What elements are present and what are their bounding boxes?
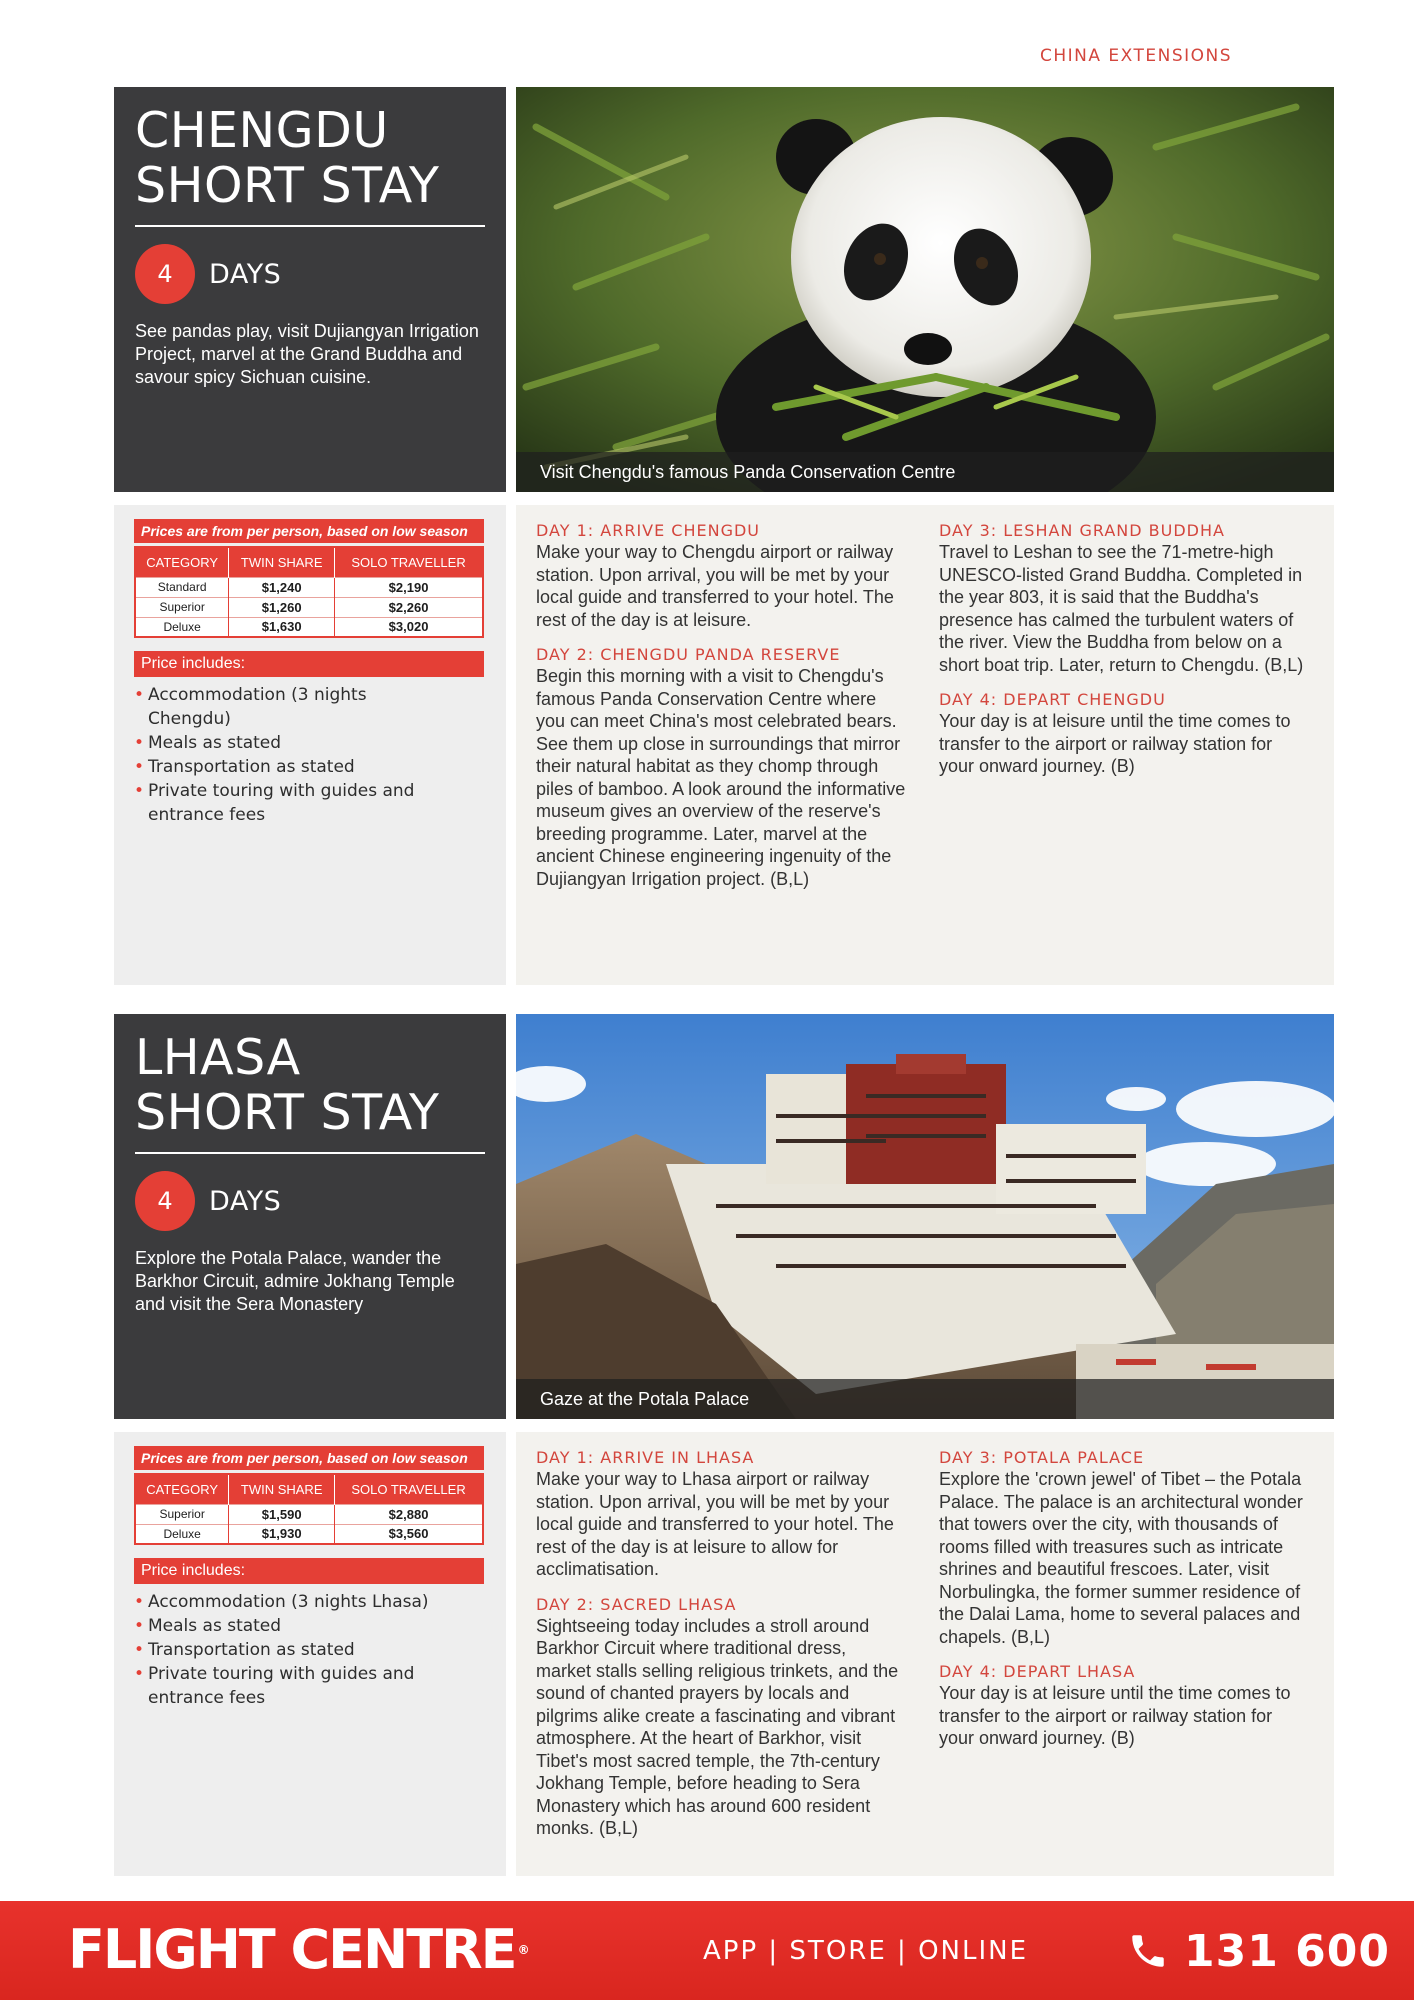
photo-caption: Gaze at the Potala Palace (516, 1379, 1334, 1419)
list-item: • Accommodation (3 nights Chengdu) (134, 683, 434, 731)
day-title: DAY 2: CHENGDU PANDA RESERVE (536, 645, 841, 664)
column-header: SOLO TRAVELLER (335, 1474, 483, 1504)
days-badge: 4 (135, 244, 195, 304)
category-cell: Superior (135, 1504, 229, 1524)
column-header: TWIN SHARE (229, 1474, 335, 1504)
tour-title: LHASA SHORT STAY (135, 1030, 485, 1154)
brand-name: FLIGHT CENTRE (68, 1918, 516, 1981)
includes-heading: Price includes: (134, 651, 484, 677)
day-title: DAY 1: ARRIVE IN LHASA (536, 1448, 755, 1467)
day-description: Make your way to Lhasa airport or railway station. Upon arrival, you will be met by your local guide and transferred to your hotel. The rest of the day is at leisure to allow for acclimatisation. (536, 1469, 894, 1579)
panda-illustration (516, 87, 1334, 492)
category-cell: Superior (135, 597, 229, 617)
day-entry (939, 690, 1309, 778)
column-header: SOLO TRAVELLER (335, 547, 483, 577)
booking-channels: APP | STORE | ONLINE (703, 1936, 1029, 1966)
day-entry (536, 521, 906, 631)
itinerary (516, 505, 1334, 985)
itinerary-column (939, 521, 1309, 985)
table-row (135, 577, 483, 597)
day-entry (536, 1448, 906, 1581)
tour-title-panel (114, 87, 506, 492)
tour-title-panel (114, 1014, 506, 1419)
list-item: • Meals as stated (134, 1614, 434, 1638)
column-header: TWIN SHARE (229, 547, 335, 577)
tour-chengdu (114, 87, 1334, 985)
day-title: DAY 4: DEPART LHASA (939, 1662, 1136, 1681)
days-label: DAYS (209, 258, 282, 290)
column-header: CATEGORY (135, 547, 229, 577)
solo-price: $2,260 (335, 597, 483, 617)
day-title: DAY 3: POTALA PALACE (939, 1448, 1145, 1467)
tour-summary: See pandas play, visit Dujiangyan Irrigation Project, marvel at the Grand Buddha and savour spicy Sichuan cuisine. (135, 321, 479, 387)
photo-caption: Visit Chengdu's famous Panda Conservation Centre (516, 452, 1334, 492)
itinerary-column (536, 521, 906, 985)
day-description: Sightseeing today includes a stroll around Barkhor Circuit where traditional dress, market stalls selling religious trinkets, and the sound of chanted prayers by locals and pilgrims alike create a fascinating and vibrant atmosphere. At the heart of Barkhor, visit Tibet's most sacred temple, the 7th-century Jokhang Temple, before heading to Sera Monastery which has around 600 resident monks. (B,L) (536, 1615, 899, 1838)
phone-icon (1127, 1930, 1169, 1972)
day-title: DAY 4: DEPART CHENGDU (939, 690, 1166, 709)
day-entry (536, 645, 906, 890)
includes-heading: Price includes: (134, 1558, 484, 1584)
table-row (135, 617, 483, 637)
price-note: Prices are from per person, based on low season (134, 1446, 484, 1470)
price-panel (114, 1432, 506, 1876)
section-label: CHINA EXTENSIONS (1040, 46, 1233, 66)
twin-share-price: $1,240 (229, 577, 335, 597)
day-entry (939, 521, 1309, 676)
itinerary-column (939, 1448, 1309, 1876)
includes-list (134, 683, 486, 827)
itinerary-column (536, 1448, 906, 1876)
phone-number[interactable]: 131 600 (1184, 1926, 1391, 1977)
solo-price: $3,560 (335, 1524, 483, 1544)
twin-share-price: $1,930 (229, 1524, 335, 1544)
days-label: DAYS (209, 1185, 282, 1217)
duration (135, 244, 486, 304)
day-title: DAY 1: ARRIVE CHENGDU (536, 521, 761, 540)
days-badge: 4 (135, 1171, 195, 1231)
palace-illustration (516, 1014, 1334, 1419)
category-cell: Deluxe (135, 1524, 229, 1544)
tour-title: CHENGDU SHORT STAY (135, 103, 485, 227)
twin-share-price: $1,630 (229, 617, 335, 637)
list-item: • Accommodation (3 nights Lhasa) (134, 1590, 434, 1614)
list-item: • Meals as stated (134, 731, 434, 755)
day-entry (939, 1662, 1309, 1750)
panda-photo (516, 87, 1334, 492)
solo-price: $2,190 (335, 577, 483, 597)
potala-palace-photo (516, 1014, 1334, 1419)
table-row (135, 1504, 483, 1524)
list-item: • Transportation as stated (134, 1638, 434, 1662)
tour-summary: Explore the Potala Palace, wander the Barkhor Circuit, admire Jokhang Temple and visit the Sera Monastery (135, 1248, 455, 1314)
twin-share-price: $1,260 (229, 597, 335, 617)
footer-banner (0, 1901, 1414, 2000)
includes-list (134, 1590, 486, 1710)
twin-share-price: $1,590 (229, 1504, 335, 1524)
day-description: Begin this morning with a visit to Chengdu's famous Panda Conservation Centre where you can meet China's most celebrated bears. See them up close in surroundings that mirror their natural habitat as they chomp through piles of bamboo. A look around the informative museum gives an overview of the reserve's breeding programme. Later, marvel at the ancient Chinese engineering ingenuity of the Dujiangyan Irrigation project. (B,L) (536, 666, 906, 889)
price-panel (114, 505, 506, 985)
price-note: Prices are from per person, based on low season (134, 519, 484, 543)
day-description: Your day is at leisure until the time comes to transfer to the airport or railway station for your onward journey. (B) (939, 1683, 1291, 1748)
column-header: CATEGORY (135, 1474, 229, 1504)
day-entry (939, 1448, 1309, 1648)
tour-lhasa (114, 1014, 1334, 1876)
category-cell: Deluxe (135, 617, 229, 637)
itinerary (516, 1432, 1334, 1876)
day-title: DAY 3: LESHAN GRAND BUDDHA (939, 521, 1225, 540)
brand-logo (68, 1918, 530, 1981)
day-description: Explore the 'crown jewel' of Tibet – the Potala Palace. The palace is an architectural wonder that towers over the city, with thousands of rooms filled with treasures such as intricate shrines and beautiful frescoes. Later, visit Norbulingka, the former summer residence of the Dalai Lama, home to several palaces and chapels. (B,L) (939, 1469, 1303, 1647)
price-table (134, 1473, 484, 1545)
day-description: Make your way to Chengdu airport or railway station. Upon arrival, you will be met by your local guide and transferred to your hotel. The rest of the day is at leisure. (536, 542, 894, 630)
solo-price: $2,880 (335, 1504, 483, 1524)
table-row (135, 1524, 483, 1544)
list-item: • Private touring with guides and entrance fees (134, 1662, 434, 1710)
registered-mark: ® (517, 1943, 530, 1957)
table-row (135, 597, 483, 617)
category-cell: Standard (135, 577, 229, 597)
list-item: • Private touring with guides and entrance fees (134, 779, 434, 827)
day-description: Your day is at leisure until the time comes to transfer to the airport or railway station for your onward journey. (B) (939, 711, 1291, 776)
price-table (134, 546, 484, 638)
list-item: • Transportation as stated (134, 755, 434, 779)
day-title: DAY 2: SACRED LHASA (536, 1594, 737, 1614)
duration (135, 1171, 486, 1231)
day-entry (536, 1595, 906, 1840)
day-description: Travel to Leshan to see the 71-metre-high UNESCO-listed Grand Buddha. Completed in the year 803, it is said that the Buddha's presence has calmed the turbulent waters of the river. View the Buddha from below on a short boat trip. Later, return to Chengdu. (B,L) (939, 542, 1304, 675)
solo-price: $3,020 (335, 617, 483, 637)
